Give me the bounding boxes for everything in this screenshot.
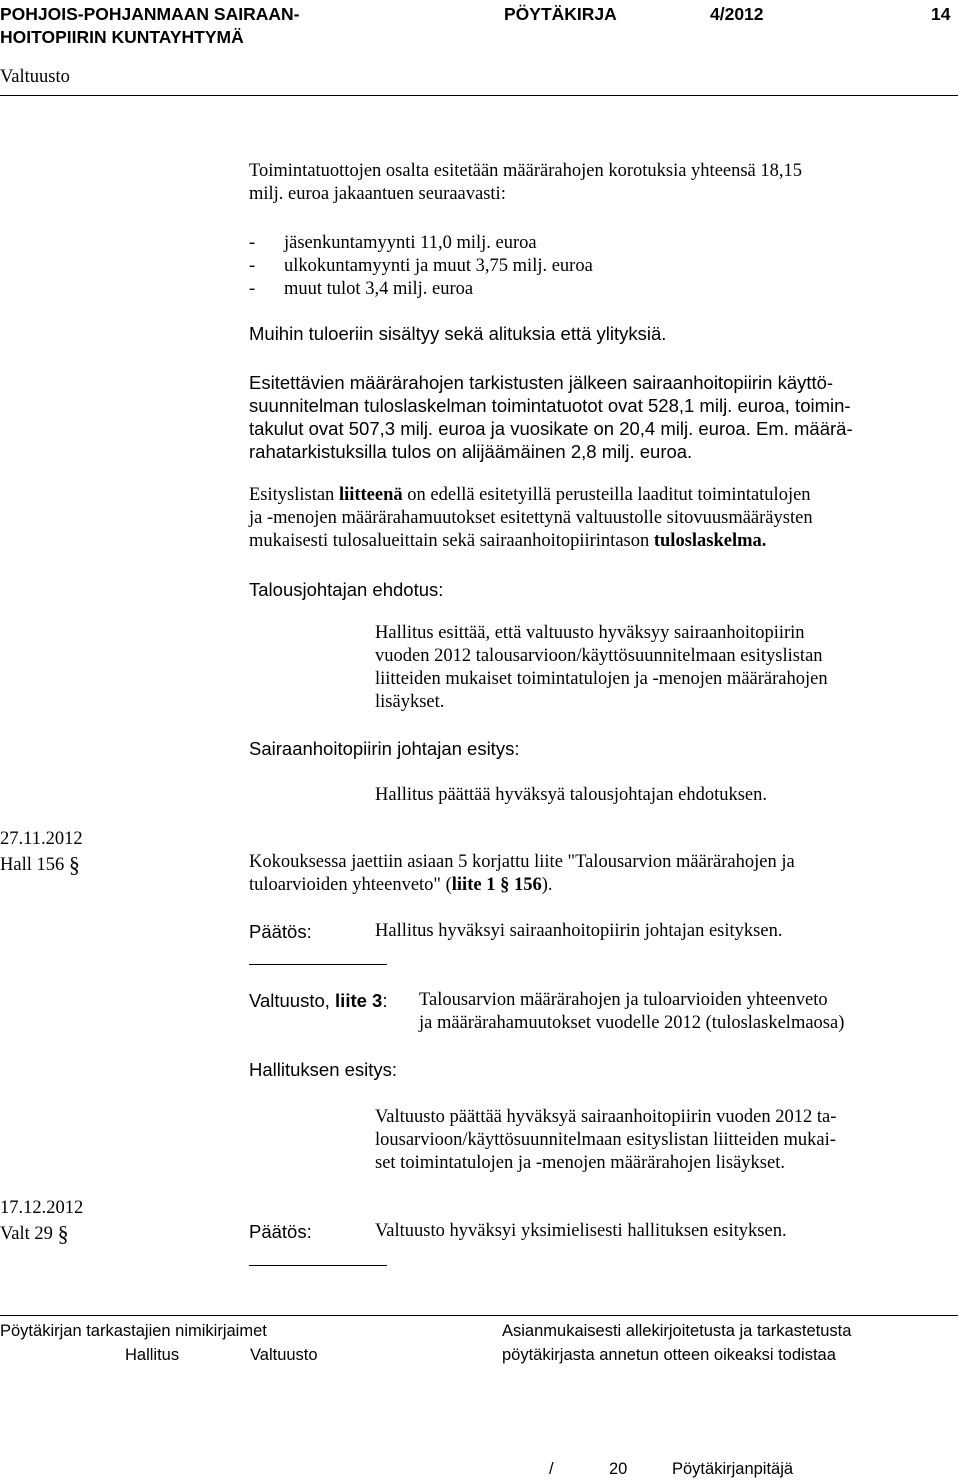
muihin-paragraph: Muihin tuloeriin sisältyy sekä alituksia että ylityksiä. (249, 323, 667, 344)
esitettavien-line-4: rahatarkistuksilla tulos on alijäämäinen 2,8 milj. euroa. (249, 441, 693, 462)
talousjohtajan-line-4: lisäykset. (375, 692, 445, 712)
liite-3-bold: liite 3 (335, 990, 383, 1011)
esitettavien-line-3: takulut ovat 507,3 milj. euroa ja vuosikate on 20,4 milj. euroa. Em. määrä- (249, 418, 853, 439)
body-name: Valtuusto (0, 67, 70, 87)
liite-ref-bold: liite 1 § 156 (451, 875, 542, 895)
valt-ref (0, 1220, 69, 1246)
footer-page-total: 20 (609, 1460, 628, 1478)
footer-right-line-2: pöytäkirjasta annetun otteen oikeaksi todistaa (502, 1346, 836, 1364)
text-run: Esityslistan (249, 485, 339, 505)
hall-text-line-2 (249, 874, 553, 897)
hallituksen-line-1: Valtuusto päättää hyväksyä sairaanhoitopiirin vuoden 2012 ta- (375, 1107, 837, 1127)
section-divider (249, 964, 387, 965)
valt-paatos-label: Päätös: (249, 1221, 312, 1242)
text-run: : (382, 990, 388, 1011)
sairaanhoitopiirin-label: Sairaanhoitopiirin johtajan esitys: (249, 738, 520, 759)
esityslista-line-3 (249, 530, 766, 553)
hallituksen-label: Hallituksen esitys: (249, 1059, 398, 1080)
list-item: ulkokuntamyynti ja muut 3,75 milj. euroa (284, 256, 593, 276)
valt-date: 17.12.2012 (0, 1198, 84, 1218)
section-divider (249, 1265, 387, 1266)
footer-right-line-1: Asianmukaisesti allekirjoitetusta ja tarkastetusta (502, 1322, 852, 1340)
hall-paatos-label: Päätös: (249, 921, 312, 942)
text-run: mukaisesti tulosalueittain sekä sairaanhoitopiirintason (249, 531, 654, 551)
page-number: 14 (931, 4, 951, 24)
footer-left-title: Pöytäkirjan tarkastajien nimikirjaimet (0, 1322, 267, 1340)
valtuusto-liite-label (249, 989, 388, 1012)
list-item: muut tulot 3,4 milj. euroa (284, 279, 474, 299)
header-divider (0, 95, 958, 96)
list-dash: - (249, 256, 256, 276)
talousjohtajan-line-3: liitteiden mukaiset toimintatulojen ja -menojen määrärahojen (375, 669, 828, 689)
hall-date: 27.11.2012 (0, 829, 83, 849)
hallituksen-line-3: set toimintatulojen ja -menojen määrärahojen lisäykset. (375, 1153, 785, 1173)
document-type: PÖYTÄKIRJA (504, 4, 617, 24)
section-sign: § (57, 1221, 69, 1246)
hallituksen-line-2: lousarvioon/käyttösuunnitelmaan esityslistan liitteiden mukai- (375, 1130, 836, 1150)
text-run: ). (541, 875, 553, 895)
footer-slash: / (549, 1460, 554, 1478)
text-run: Valtuusto, (249, 990, 336, 1011)
esityslista-line-2: ja -menojen määrärahamuutokset esitettynä valtuustolle sitovuusmääräysten (249, 508, 813, 528)
talousjohtajan-label: Talousjohtajan ehdotus: (249, 579, 444, 600)
organization-name-line1: POHJOIS-POHJANMAAN SAIRAAN- (0, 4, 300, 24)
sairaanhoitopiirin-text: Hallitus päättää hyväksyä talousjohtajan ehdotuksen. (375, 785, 767, 805)
tuloslaskelma-bold: tuloslaskelma. (653, 531, 767, 551)
esityslista-line-1 (249, 484, 811, 507)
hall-text-line-1: Kokouksessa jaettiin asiaan 5 korjattu liite "Talousarvion määrärahojen ja (249, 852, 795, 872)
organization-name-line2: HOITOPIIRIN KUNTAYHTYMÄ (0, 27, 244, 47)
liitteena-bold: liitteenä (338, 485, 403, 505)
intro-line-1: Toimintatuottojen osalta esitetään määrärahojen korotuksia yhteensä 18,15 (249, 161, 803, 181)
list-dash: - (249, 279, 256, 299)
footer-name-hallitus: Hallitus (125, 1346, 180, 1364)
valtuusto-liite-line-1: Talousarvion määrärahojen ja tuloarvioiden yhteenveto (419, 990, 828, 1010)
valtuusto-liite-line-2: ja määrärahamuutokset vuodelle 2012 (tuloslaskelmaosa) (419, 1013, 845, 1033)
text-run: tuloarvioiden yhteenveto" ( (249, 875, 452, 895)
list-item: jäsenkuntamyynti 11,0 milj. euroa (284, 233, 537, 253)
text-run: on edellä esitetyillä perusteilla laaditut toimintatulojen (402, 485, 811, 505)
footer-name-valtuusto: Valtuusto (250, 1346, 318, 1364)
hall-paatos-text: Hallitus hyväksyi sairaanhoitopiirin johtajan esityksen. (375, 921, 783, 941)
intro-line-2: milj. euroa jakaantuen seuraavasti: (249, 184, 506, 204)
valt-ref-text: Valt 29 (0, 1224, 53, 1244)
document-number: 4/2012 (710, 4, 764, 24)
footer-keeper: Pöytäkirjanpitäjä (672, 1460, 794, 1478)
esitettavien-line-2: suunnitelman tuloslaskelman toimintatuotot ovat 528,1 milj. euroa, toimin- (249, 395, 851, 416)
hall-ref-text: Hall 156 (0, 855, 65, 875)
talousjohtajan-line-2: vuoden 2012 talousarvioon/käyttösuunnitelmaan esityslistan (375, 646, 823, 666)
footer-divider (0, 1315, 958, 1316)
section-sign: § (68, 852, 80, 877)
list-dash: - (249, 233, 256, 253)
talousjohtajan-line-1: Hallitus esittää, että valtuusto hyväksyy sairaanhoitopiirin (375, 623, 805, 643)
esitettavien-line-1: Esitettävien määrärahojen tarkistusten jälkeen sairaanhoitopiirin käyttö- (249, 372, 834, 393)
hall-ref (0, 851, 80, 877)
valt-paatos-text: Valtuusto hyväksyi yksimielisesti hallituksen esityksen. (375, 1221, 787, 1241)
